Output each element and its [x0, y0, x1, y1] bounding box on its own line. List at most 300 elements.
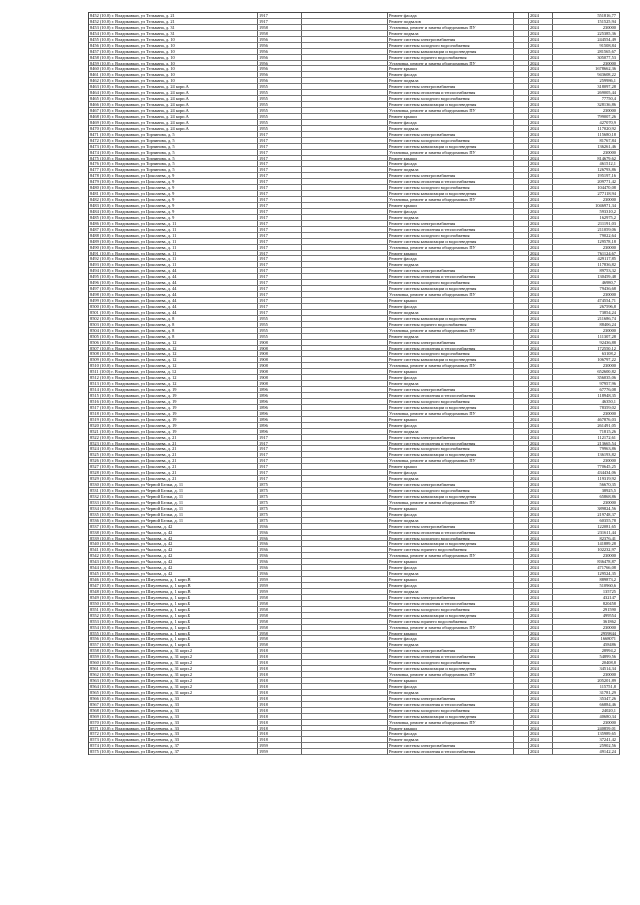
- build-year-cell: 1917: [258, 262, 302, 268]
- cost-cell: 77750,4: [553, 96, 620, 102]
- build-year-cell: 1917: [258, 441, 302, 447]
- cost-cell: 1046971,34: [553, 203, 620, 209]
- plan-year-cell: 2024: [529, 251, 553, 257]
- address-cell: 8456 (10.0) г. Владикавказ, ул Тельмана, д. 10: [89, 43, 258, 49]
- work-type-cell: Установка, ремонт и замена общедомовых ПУ: [388, 150, 514, 156]
- build-year-cell: 1918: [258, 726, 302, 732]
- address-cell: 8457 (10.0) г. Владикавказ, ул Тельмана, д. 10: [89, 49, 258, 55]
- cost-cell: 474554,71: [553, 298, 620, 304]
- work-type-cell: Установка, ремонт и замена общедомовых ПУ: [388, 197, 514, 203]
- address-cell: 8533 (10.0) г. Владикавказ, ул Черной Белки, д. 11: [89, 500, 258, 506]
- work-type-cell: Ремонт подвала: [388, 215, 514, 221]
- cost-cell: 172550,12: [553, 346, 620, 352]
- build-year-cell: 1896: [258, 411, 302, 417]
- build-year-cell: 1917: [258, 304, 302, 310]
- cost-cell: 82376,41: [553, 536, 620, 542]
- address-cell: 8464 (10.0) г. Владикавказ, ул Тельмана, д. 24 корп.А: [89, 90, 258, 96]
- address-cell: 8548 (10.0) г. Владикавказ, ул Шмулевича, д. 1 корп.В: [89, 589, 258, 595]
- plan-year-cell: 2024: [529, 743, 553, 749]
- plan-year-cell: 2024: [529, 660, 553, 666]
- build-year-cell: 1917: [258, 446, 302, 452]
- work-type-cell: Ремонт крыши: [388, 678, 514, 684]
- work-type-cell: Ремонт системы канализации и водоотведения: [388, 714, 514, 720]
- address-cell: 8530 (10.0) г. Владикавказ, ул Черной Белки, д. 11: [89, 482, 258, 488]
- cost-cell: 88406,24: [553, 322, 620, 328]
- address-cell: 8476 (10.0) г. Владикавказ, ул Торчинова, д. 5: [89, 161, 258, 167]
- cost-cell: 119319,92: [553, 476, 620, 482]
- cost-cell: 467876,03: [553, 417, 620, 423]
- work-type-cell: Ремонт фасада: [388, 470, 514, 476]
- address-cell: 8462 (10.0) г. Владикавказ, ул Тельмана, д. 10: [89, 78, 258, 84]
- work-type-cell: Ремонт подвала: [388, 589, 514, 595]
- address-cell: 8554 (10.0) г. Владикавказ, ул Шмулевича, д. 1 корп.Б: [89, 625, 258, 631]
- cost-cell: 46980,7: [553, 280, 620, 286]
- plan-year-cell: 2024: [529, 191, 553, 197]
- build-year-cell: 1896: [258, 429, 302, 435]
- cost-cell: 652600,82: [553, 369, 620, 375]
- address-cell: 8540 (10.0) г. Владикавказ, ул Чкалова, д. 42: [89, 541, 258, 547]
- plan-year-cell: 2024: [529, 417, 553, 423]
- address-cell: 8495 (10.0) г. Владикавказ, ул Цоколаева, д. 44: [89, 274, 258, 280]
- work-type-cell: Ремонт системы холодного водоснабжения: [388, 280, 514, 286]
- cost-cell: 471766,08: [553, 565, 620, 571]
- work-type-cell: Ремонт фасада: [388, 161, 514, 167]
- plan-year-cell: 2024: [529, 114, 553, 120]
- work-type-cell: Ремонт подвала: [388, 126, 514, 132]
- address-cell: 8569 (10.0) г. Владикавказ, ул Шмулевича, д. 33: [89, 714, 258, 720]
- plan-year-cell: 2024: [529, 203, 553, 209]
- work-type-cell: Ремонт фасада: [388, 583, 514, 589]
- work-type-cell: Ремонт подвала: [388, 167, 514, 173]
- build-year-cell: 1908: [258, 375, 302, 381]
- plan-year-cell: 2024: [529, 292, 553, 298]
- plan-year-cell: 2024: [529, 524, 553, 530]
- plan-year-cell: 2024: [529, 49, 553, 55]
- plan-year-cell: 2024: [529, 13, 553, 19]
- build-year-cell: 1955: [258, 322, 302, 328]
- cost-cell: 261491,05: [553, 423, 620, 429]
- build-year-cell: 1917: [258, 227, 302, 233]
- build-year-cell: 1958: [258, 625, 302, 631]
- work-type-cell: Установка, ремонт и замена общедомовых ПУ: [388, 500, 514, 506]
- work-type-cell: Ремонт крыши: [388, 203, 514, 209]
- cost-cell: 49142,24: [553, 749, 620, 755]
- build-year-cell: 1917: [258, 239, 302, 245]
- build-year-cell: 1917: [258, 245, 302, 251]
- build-year-cell: 1917: [258, 221, 302, 227]
- work-type-cell: Ремонт системы отопления и теплоснабжения: [388, 227, 514, 233]
- plan-year-cell: 2024: [529, 239, 553, 245]
- work-type-cell: Ремонт крыши: [388, 559, 514, 565]
- address-cell: 8452 (10.0) г. Владикавказ, ул Тельмана, д. 21: [89, 13, 258, 19]
- address-cell: 8511 (10.0) г. Владикавказ, ул Цоколаева, д. 12: [89, 369, 258, 375]
- address-cell: 8482 (10.0) г. Владикавказ, ул Цоколаева, д. 9: [89, 197, 258, 203]
- address-cell: 8470 (10.0) г. Владикавказ, ул Тельмана, д. 24 корп.А: [89, 126, 258, 132]
- cost-cell: 97957,96: [553, 381, 620, 387]
- cost-cell: 230000: [553, 245, 620, 251]
- cost-cell: 89753,32: [553, 268, 620, 274]
- address-cell: 8473 (10.0) г. Владикавказ, ул Торчинова, д. 5: [89, 144, 258, 150]
- cost-cell: 230000: [553, 61, 620, 67]
- work-type-cell: Ремонт системы электроснабжения: [388, 595, 514, 601]
- address-cell: 8547 (10.0) г. Владикавказ, ул Шмулевича, д. 1 корп.В: [89, 583, 258, 589]
- work-type-cell: Ремонт системы холодного водоснабжения: [388, 660, 514, 666]
- plan-year-cell: 2024: [529, 90, 553, 96]
- build-year-cell: 1917: [258, 274, 302, 280]
- address-cell: 8525 (10.0) г. Владикавказ, ул Цоколаева, д. 21: [89, 452, 258, 458]
- work-type-cell: Ремонт крыши: [388, 464, 514, 470]
- work-type-cell: Ремонт системы холодного водоснабжения: [388, 488, 514, 494]
- build-year-cell: 1917: [258, 233, 302, 239]
- plan-year-cell: 2024: [529, 536, 553, 542]
- plan-year-cell: 2024: [529, 547, 553, 553]
- build-year-cell: 1959: [258, 583, 302, 589]
- work-type-cell: Ремонт системы электроснабжения: [388, 435, 514, 441]
- address-cell: 8534 (10.0) г. Владикавказ, ул Черной Белки, д. 11: [89, 506, 258, 512]
- address-cell: 8487 (10.0) г. Владикавказ, ул Цоколаева, д. 11: [89, 227, 258, 233]
- address-cell: 8549 (10.0) г. Владикавказ, ул Шмулевича, д. 1 корп.Б: [89, 595, 258, 601]
- plan-year-cell: 2024: [529, 173, 553, 179]
- address-cell: 8541 (10.0) г. Владикавказ, ул Чкалова, д. 42: [89, 547, 258, 553]
- work-type-cell: Установка, ремонт и замена общедомовых ПУ: [388, 625, 514, 631]
- plan-year-cell: 2024: [529, 672, 553, 678]
- address-cell: 8497 (10.0) г. Владикавказ, ул Цоколаева, д. 44: [89, 286, 258, 292]
- cost-cell: 230000: [553, 328, 620, 334]
- work-type-cell: Ремонт системы отопления и теплоснабжения: [388, 441, 514, 447]
- work-type-cell: Ремонт системы электроснабжения: [388, 221, 514, 227]
- address-cell: 8563 (10.0) г. Владикавказ, ул Шмулевича, д. 31 корп.2: [89, 678, 258, 684]
- plan-year-cell: 2024: [529, 256, 553, 262]
- build-year-cell: 1956: [258, 49, 302, 55]
- cost-cell: 230000: [553, 500, 620, 506]
- build-year-cell: 1896: [258, 423, 302, 429]
- plan-year-cell: 2024: [529, 642, 553, 648]
- work-type-cell: Ремонт системы электроснабжения: [388, 173, 514, 179]
- plan-year-cell: 2024: [529, 731, 553, 737]
- cost-cell: 73854,24: [553, 310, 620, 316]
- build-year-cell: 1917: [258, 156, 302, 162]
- work-type-cell: Ремонт системы холодного водоснабжения: [388, 185, 514, 191]
- work-type-cell: Ремонт фасада: [388, 636, 514, 642]
- address-cell: 8516 (10.0) г. Владикавказ, ул Цоколаева, д. 19: [89, 399, 258, 405]
- cost-cell: 230000: [553, 411, 620, 417]
- cost-cell: 195197,16: [553, 173, 620, 179]
- build-year-cell: 1908: [258, 351, 302, 357]
- build-year-cell: 1917: [258, 19, 302, 25]
- address-cell: 8535 (10.0) г. Владикавказ, ул Черной Белки, д. 11: [89, 512, 258, 518]
- build-year-cell: 1936: [258, 553, 302, 559]
- build-year-cell: 1875: [258, 518, 302, 524]
- work-type-cell: Ремонт подвала: [388, 31, 514, 37]
- plan-year-cell: 2024: [529, 553, 553, 559]
- work-type-cell: Ремонт системы канализации и водоотведения: [388, 405, 514, 411]
- cost-cell: 328136,86: [553, 102, 620, 108]
- cost-cell: 117020,92: [553, 126, 620, 132]
- address-cell: 8498 (10.0) г. Владикавказ, ул Цоколаева, д. 44: [89, 292, 258, 298]
- work-type-cell: Ремонт системы канализации и водоотведения: [388, 191, 514, 197]
- cost-cell: 2959844: [553, 631, 620, 637]
- work-type-cell: Ремонт подвала: [388, 476, 514, 482]
- plan-year-cell: 2024: [529, 720, 553, 726]
- cost-cell: 259986,1: [553, 78, 620, 84]
- cost-cell: 499554: [553, 613, 620, 619]
- address-cell: 8504 (10.0) г. Владикавказ, ул Цоколаева, д. 8: [89, 328, 258, 334]
- plan-year-cell: 2024: [529, 126, 553, 132]
- address-cell: 8528 (10.0) г. Владикавказ, ул Цоколаева, д. 21: [89, 470, 258, 476]
- plan-year-cell: 2024: [529, 375, 553, 381]
- cost-cell: 141889,28: [553, 541, 620, 547]
- address-cell: 8552 (10.0) г. Владикавказ, ул Шмулевича, д. 1 корп.Б: [89, 613, 258, 619]
- cost-cell: 40680,34: [553, 714, 620, 720]
- address-cell: 8484 (10.0) г. Владикавказ, ул Цоколаева, д. 9: [89, 209, 258, 215]
- plan-year-cell: 2024: [529, 138, 553, 144]
- address-cell: 8488 (10.0) г. Владикавказ, ул Цоколаева, д. 11: [89, 233, 258, 239]
- spacer-cell: [302, 749, 388, 755]
- table-row: [89, 749, 620, 755]
- work-type-cell: Ремонт фасада: [388, 72, 514, 78]
- address-cell: 8555 (10.0) г. Владикавказ, ул Шмулевича, д. 1 корп.Б: [89, 631, 258, 637]
- address-cell: 8523 (10.0) г. Владикавказ, ул Цоколаева, д. 21: [89, 441, 258, 447]
- build-year-cell: 1918: [258, 672, 302, 678]
- cost-cell: 209771,42: [553, 179, 620, 185]
- address-cell: 8496 (10.0) г. Владикавказ, ул Цоколаева, д. 44: [89, 280, 258, 286]
- work-type-cell: Ремонт фасада: [388, 423, 514, 429]
- work-type-cell: Установка, ремонт и замена общедомовых ПУ: [388, 108, 514, 114]
- plan-year-cell: 2024: [529, 19, 553, 25]
- cost-cell: 79022,64: [553, 233, 620, 239]
- plan-year-cell: 2024: [529, 749, 553, 755]
- address-cell: 8566 (10.0) г. Владикавказ, ул Шмулевича, д. 33: [89, 696, 258, 702]
- work-type-cell: Ремонт подвала: [388, 429, 514, 435]
- cost-cell: 211686,74: [553, 316, 620, 322]
- address-cell: 8570 (10.0) г. Владикавказ, ул Шмулевича, д. 33: [89, 720, 258, 726]
- build-year-cell: 1896: [258, 417, 302, 423]
- address-cell: 8568 (10.0) г. Владикавказ, ул Шмулевича, д. 33: [89, 708, 258, 714]
- work-type-cell: Ремонт системы холодного водоснабжения: [388, 233, 514, 239]
- build-year-cell: 1917: [258, 167, 302, 173]
- cost-cell: 213665,54: [553, 441, 620, 447]
- work-type-cell: Ремонт фасада: [388, 304, 514, 310]
- plan-year-cell: 2024: [529, 589, 553, 595]
- cost-cell: 28994,2: [553, 648, 620, 654]
- plan-year-cell: 2024: [529, 262, 553, 268]
- address-cell: 8454 (10.0) г. Владикавказ, ул Тельмана, д. 31: [89, 31, 258, 37]
- build-year-cell: 1917: [258, 13, 302, 19]
- build-year-cell: 1917: [258, 268, 302, 274]
- address-cell: 8550 (10.0) г. Владикавказ, ул Шмулевича, д. 1 корп.Б: [89, 601, 258, 607]
- plan-year-cell: 2024: [529, 482, 553, 488]
- plan-year-cell: 2024: [529, 613, 553, 619]
- cost-cell: 593310,2: [553, 209, 620, 215]
- address-cell: 8502 (10.0) г. Владикавказ, ул Цоколаева, д. 8: [89, 316, 258, 322]
- plan-year-cell: 2024: [529, 726, 553, 732]
- address-cell: 8461 (10.0) г. Владикавказ, ул Тельмана, д. 10: [89, 72, 258, 78]
- address-cell: 8527 (10.0) г. Владикавказ, ул Цоколаева, д. 21: [89, 464, 258, 470]
- plan-year-cell: 2024: [529, 84, 553, 90]
- build-year-cell: 1917: [258, 144, 302, 150]
- address-cell: 8478 (10.0) г. Владикавказ, ул Цоколаева, д. 9: [89, 173, 258, 179]
- address-cell: 8561 (10.0) г. Владикавказ, ул Шмулевича, д. 31 корп.2: [89, 666, 258, 672]
- plan-year-cell: 2024: [529, 209, 553, 215]
- address-cell: 8515 (10.0) г. Владикавказ, ул Цоколаева, д. 19: [89, 393, 258, 399]
- cost-cell: 761124,67: [553, 251, 620, 257]
- work-type-cell: Ремонт системы канализации и водоотведения: [388, 541, 514, 547]
- plan-year-cell: 2024: [529, 470, 553, 476]
- cost-cell: 356035,06: [553, 375, 620, 381]
- build-year-cell: 1958: [258, 642, 302, 648]
- plan-year-cell: 2024: [529, 577, 553, 583]
- cost-cell: 35347,26: [553, 696, 620, 702]
- work-type-cell: Ремонт системы канализации и водоотведения: [388, 316, 514, 322]
- plan-year-cell: 2024: [529, 666, 553, 672]
- address-cell: 8572 (10.0) г. Владикавказ, ул Шмулевича, д. 33: [89, 731, 258, 737]
- build-year-cell: 1955: [258, 90, 302, 96]
- work-type-cell: Установка, ремонт и замена общедомовых ПУ: [388, 672, 514, 678]
- plan-year-cell: 2024: [529, 565, 553, 571]
- build-year-cell: 1955: [258, 114, 302, 120]
- plan-year-cell: 2024: [529, 61, 553, 67]
- address-cell: 8467 (10.0) г. Владикавказ, ул Тельмана, д. 24 корп.А: [89, 108, 258, 114]
- plan-year-cell: 2024: [529, 488, 553, 494]
- build-year-cell: 1917: [258, 251, 302, 257]
- cost-cell: 230000: [553, 625, 620, 631]
- build-year-cell: 1959: [258, 589, 302, 595]
- cost-cell: 135725: [553, 589, 620, 595]
- plan-year-cell: 2024: [529, 150, 553, 156]
- address-cell: 8557 (10.0) г. Владикавказ, ул Шмулевича, д. 1 корп.Б: [89, 642, 258, 648]
- address-cell: 8513 (10.0) г. Владикавказ, ул Цоколаева, д. 12: [89, 381, 258, 387]
- address-cell: 8519 (10.0) г. Владикавказ, ул Цоколаева, д. 19: [89, 417, 258, 423]
- build-year-cell: 1918: [258, 737, 302, 743]
- plan-year-cell: 2024: [529, 518, 553, 524]
- cost-cell: 67776,08: [553, 387, 620, 393]
- cost-cell: 78359,02: [553, 405, 620, 411]
- work-type-cell: Ремонт системы холодного водоснабжения: [388, 43, 514, 49]
- cost-cell: 458486: [553, 642, 620, 648]
- build-year-cell: 1956: [258, 66, 302, 72]
- cost-cell: 231611,44: [553, 530, 620, 536]
- address-cell: 8553 (10.0) г. Владикавказ, ул Шмулевича, д. 1 корп.Б: [89, 619, 258, 625]
- cost-cell: 230000: [553, 672, 620, 678]
- work-type-cell: Ремонт системы холодного водоснабжения: [388, 399, 514, 405]
- plan-year-cell: 2024: [529, 559, 553, 565]
- cost-cell: 34514,34: [553, 666, 620, 672]
- cost-cell: 814679,62: [553, 156, 620, 162]
- plan-year-cell: 2024: [529, 66, 553, 72]
- build-year-cell: 1936: [258, 565, 302, 571]
- work-type-cell: Установка, ремонт и замена общедомовых ПУ: [388, 720, 514, 726]
- address-cell: 8507 (10.0) г. Владикавказ, ул Цоколаева, д. 12: [89, 346, 258, 352]
- work-type-cell: Ремонт подвала: [388, 737, 514, 743]
- work-type-cell: Ремонт системы горячего водоснабжения: [388, 547, 514, 553]
- build-year-cell: 1908: [258, 363, 302, 369]
- work-type-cell: Ремонт системы электроснабжения: [388, 387, 514, 393]
- address-cell: 8551 (10.0) г. Владикавказ, ул Шмулевича, д. 1 корп.Б: [89, 607, 258, 613]
- plan-year-cell: 2024: [529, 179, 553, 185]
- plan-year-cell: 2024: [529, 500, 553, 506]
- work-type-cell: Установка, ремонт и замена общедомовых ПУ: [388, 363, 514, 369]
- plan-year-cell: 2024: [529, 72, 553, 78]
- cost-cell: 240859,01: [553, 726, 620, 732]
- work-type-cell: Ремонт системы отопления и теплоснабжения: [388, 601, 514, 607]
- cost-cell: 211191,03: [553, 221, 620, 227]
- cost-cell: 551816,77: [553, 13, 620, 19]
- work-type-cell: Ремонт системы горячего водоснабжения: [388, 55, 514, 61]
- plan-year-cell: 2024: [529, 328, 553, 334]
- address-cell: 8455 (10.0) г. Владикавказ, ул Тельмана, д. 10: [89, 37, 258, 43]
- plan-year-cell: 2024: [529, 702, 553, 708]
- build-year-cell: 1936: [258, 541, 302, 547]
- work-type-cell: Ремонт фасада: [388, 375, 514, 381]
- cost-cell: 836478,87: [553, 559, 620, 565]
- address-cell: 8567 (10.0) г. Владикавказ, ул Шмулевича, д. 33: [89, 702, 258, 708]
- work-type-cell: Ремонт системы электроснабжения: [388, 743, 514, 749]
- plan-year-cell: 2024: [529, 340, 553, 346]
- plan-year-cell: 2024: [529, 690, 553, 696]
- plan-year-cell: 2024: [529, 452, 553, 458]
- cost-cell: 24020,1: [553, 708, 620, 714]
- plan-year-cell: 2024: [529, 96, 553, 102]
- build-year-cell: 1917: [258, 138, 302, 144]
- plan-year-cell: 2024: [529, 595, 553, 601]
- plan-year-cell: 2024: [529, 678, 553, 684]
- cost-cell: 115680,18: [553, 132, 620, 138]
- cost-cell: 1668071: [553, 636, 620, 642]
- cost-cell: 46350,1: [553, 399, 620, 405]
- plan-year-cell: 2024: [529, 144, 553, 150]
- work-type-cell: Ремонт крыши: [388, 114, 514, 120]
- build-year-cell: 1917: [258, 435, 302, 441]
- address-cell: 8500 (10.0) г. Владикавказ, ул Цоколаева, д. 44: [89, 304, 258, 310]
- work-type-cell: Ремонт системы отопления и теплоснабжения: [388, 702, 514, 708]
- plan-year-cell: 2024: [529, 233, 553, 239]
- build-year-cell: 1908: [258, 346, 302, 352]
- plan-year-cell: 2024: [529, 156, 553, 162]
- work-type-cell: Ремонт крыши: [388, 156, 514, 162]
- address-cell: 8465 (10.0) г. Владикавказ, ул Тельмана, д. 24 корп.А: [89, 96, 258, 102]
- cost-cell: 54899,56: [553, 654, 620, 660]
- cost-cell: 277118,94: [553, 191, 620, 197]
- address-cell: 8489 (10.0) г. Владикавказ, ул Цоколаева, д. 11: [89, 239, 258, 245]
- cost-cell: 389824,56: [553, 506, 620, 512]
- build-year-cell: 1896: [258, 387, 302, 393]
- plan-year-cell: 2024: [529, 245, 553, 251]
- address-cell: 8514 (10.0) г. Владикавказ, ул Цоколаева, д. 19: [89, 387, 258, 393]
- build-year-cell: 1875: [258, 494, 302, 500]
- work-type-cell: Ремонт системы отопления и теплоснабжения: [388, 274, 514, 280]
- build-year-cell: 1936: [258, 559, 302, 565]
- address-cell: 8560 (10.0) г. Владикавказ, ул Шмулевича, д. 31 корп.2: [89, 660, 258, 666]
- cost-cell: 434434,06: [553, 470, 620, 476]
- cost-cell: 38925,5: [553, 488, 620, 494]
- plan-year-cell: 2024: [529, 227, 553, 233]
- plan-year-cell: 2024: [529, 696, 553, 702]
- build-year-cell: 1917: [258, 464, 302, 470]
- cost-cell: 225385,36: [553, 31, 620, 37]
- address-cell: 8506 (10.0) г. Владикавказ, ул Цоколаева, д. 12: [89, 340, 258, 346]
- plan-year-cell: 2024: [529, 708, 553, 714]
- work-type-cell: Ремонт крыши: [388, 577, 514, 583]
- cost-cell: 269005,44: [553, 90, 620, 96]
- work-type-cell: Ремонт системы электроснабжения: [388, 482, 514, 488]
- plan-year-cell: 2024: [529, 625, 553, 631]
- build-year-cell: 1955: [258, 126, 302, 132]
- build-year-cell: 1955: [258, 120, 302, 126]
- cost-cell: 230000: [553, 553, 620, 559]
- plan-year-cell: 2024: [529, 316, 553, 322]
- work-type-cell: Ремонт системы канализации и водоотведения: [388, 49, 514, 55]
- address-cell: 8459 (10.0) г. Владикавказ, ул Тельмана, д. 10: [89, 61, 258, 67]
